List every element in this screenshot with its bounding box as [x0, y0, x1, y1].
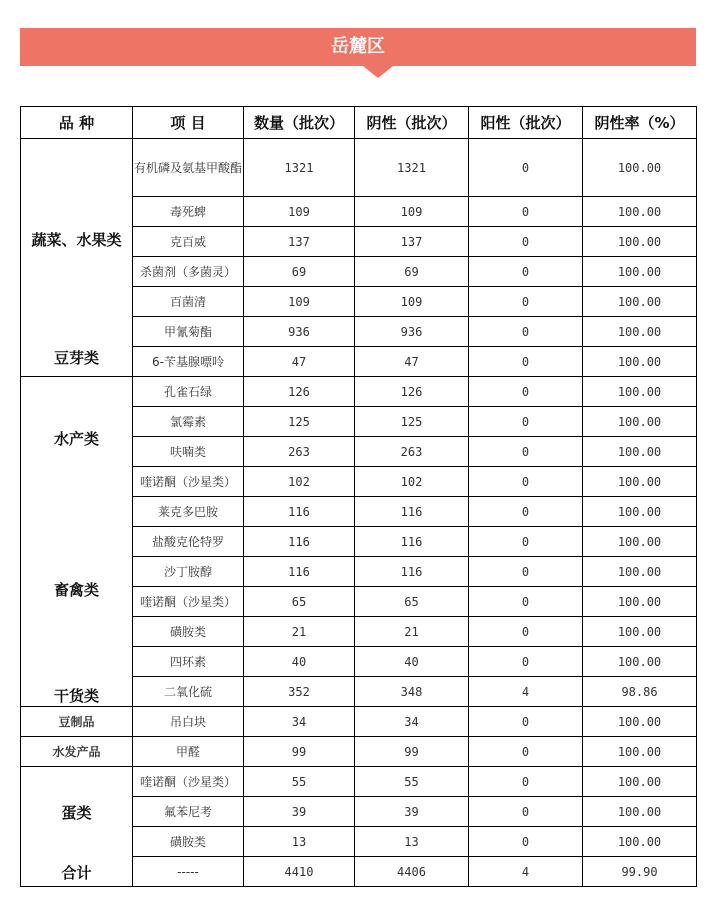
rate-cell: 100.00	[583, 737, 697, 767]
quantity-cell: 137	[244, 227, 355, 257]
positive-cell: 0	[469, 287, 583, 317]
positive-cell: 0	[469, 797, 583, 827]
quantity-cell: 99	[244, 737, 355, 767]
rate-cell: 100.00	[583, 827, 697, 857]
positive-cell: 0	[469, 257, 583, 287]
header-negative-rate: 阴性率（%）	[583, 107, 697, 139]
item-cell: 吊白块	[133, 707, 244, 737]
table-row	[21, 377, 697, 407]
item-cell: 磺胺类	[133, 617, 244, 647]
rate-cell: 100.00	[583, 647, 697, 677]
quantity-cell: 116	[244, 557, 355, 587]
negative-cell: 99	[355, 737, 469, 767]
item-cell: 杀菌剂（多菌灵）	[133, 257, 244, 287]
page-title: 岳麓区	[331, 36, 385, 57]
item-cell: 喹诺酮（沙星类）	[133, 767, 244, 797]
table-row	[21, 737, 697, 767]
quantity-cell: 4410	[244, 857, 355, 887]
positive-cell: 0	[469, 317, 583, 347]
quantity-cell: 55	[244, 767, 355, 797]
category-dried: 干货类	[53, 687, 99, 705]
table-row	[21, 139, 697, 197]
positive-cell: 0	[469, 377, 583, 407]
item-cell: 氟苯尼考	[133, 797, 244, 827]
category-soaked: 水发产品	[21, 737, 133, 767]
header-banner	[20, 28, 696, 66]
negative-cell: 936	[355, 317, 469, 347]
category-eggs: 蛋类	[61, 804, 92, 822]
rate-cell: 98.86	[583, 677, 697, 707]
positive-cell: 0	[469, 767, 583, 797]
negative-cell: 4406	[355, 857, 469, 887]
quantity-cell: 65	[244, 587, 355, 617]
positive-cell: 0	[469, 139, 583, 197]
negative-cell: 55	[355, 767, 469, 797]
item-cell: 喹诺酮（沙星类）	[133, 467, 244, 497]
negative-cell: 109	[355, 287, 469, 317]
quantity-cell: 40	[244, 647, 355, 677]
positive-cell: 0	[469, 197, 583, 227]
rate-cell: 100.00	[583, 317, 697, 347]
quantity-cell: 69	[244, 257, 355, 287]
rate-cell: 100.00	[583, 467, 697, 497]
item-cell: 百菌清	[133, 287, 244, 317]
rate-cell: 100.00	[583, 797, 697, 827]
negative-cell: 13	[355, 827, 469, 857]
table-row	[21, 767, 697, 797]
quantity-cell: 39	[244, 797, 355, 827]
positive-cell: 0	[469, 827, 583, 857]
positive-cell: 0	[469, 527, 583, 557]
item-cell: 沙丁胺醇	[133, 557, 244, 587]
category-tofu: 豆制品	[21, 707, 133, 737]
negative-cell: 125	[355, 407, 469, 437]
positive-cell: 0	[469, 737, 583, 767]
category-total: 合计	[61, 864, 92, 882]
rate-cell: 100.00	[583, 617, 697, 647]
negative-cell: 102	[355, 467, 469, 497]
rate-cell: 100.00	[583, 557, 697, 587]
inspection-table	[20, 106, 697, 887]
table-row	[21, 707, 697, 737]
rate-cell: 99.90	[583, 857, 697, 887]
quantity-cell: 47	[244, 347, 355, 377]
positive-cell: 4	[469, 677, 583, 707]
positive-cell: 0	[469, 347, 583, 377]
quantity-cell: 126	[244, 377, 355, 407]
quantity-cell: 936	[244, 317, 355, 347]
quantity-cell: 263	[244, 437, 355, 467]
positive-cell: 0	[469, 227, 583, 257]
item-cell: 呋喃类	[133, 437, 244, 467]
negative-cell: 109	[355, 197, 469, 227]
quantity-cell: 1321	[244, 139, 355, 197]
header-negative: 阴性（批次）	[355, 107, 469, 139]
item-cell: 氯霉素	[133, 407, 244, 437]
category-cell-group3	[21, 767, 133, 887]
rate-cell: 100.00	[583, 227, 697, 257]
rate-cell: 100.00	[583, 707, 697, 737]
positive-cell: 4	[469, 857, 583, 887]
table-header-row	[21, 107, 697, 139]
positive-cell: 0	[469, 617, 583, 647]
quantity-cell: 13	[244, 827, 355, 857]
item-cell: -----	[133, 857, 244, 887]
header-category: 品 种	[21, 107, 133, 139]
category-cell-group2	[21, 377, 133, 707]
rate-cell: 100.00	[583, 257, 697, 287]
positive-cell: 0	[469, 497, 583, 527]
category-aquatic: 水产类	[53, 430, 99, 448]
rate-cell: 100.00	[583, 347, 697, 377]
item-cell: 毒死蜱	[133, 197, 244, 227]
rate-cell: 100.00	[583, 197, 697, 227]
category-cell-group1	[21, 139, 133, 377]
negative-cell: 65	[355, 587, 469, 617]
banner-pointer	[363, 66, 393, 78]
negative-cell: 1321	[355, 139, 469, 197]
item-cell: 克百威	[133, 227, 244, 257]
negative-cell: 21	[355, 617, 469, 647]
positive-cell: 0	[469, 707, 583, 737]
positive-cell: 0	[469, 587, 583, 617]
rate-cell: 100.00	[583, 587, 697, 617]
item-cell: 有机磷及氨基甲酸酯	[133, 139, 244, 197]
header-positive: 阳性（批次）	[469, 107, 583, 139]
header-quantity: 数量（批次）	[244, 107, 355, 139]
item-cell: 甲氰菊酯	[133, 317, 244, 347]
item-cell: 二氧化硫	[133, 677, 244, 707]
quantity-cell: 352	[244, 677, 355, 707]
rate-cell: 100.00	[583, 287, 697, 317]
item-cell: 甲醛	[133, 737, 244, 767]
rate-cell: 100.00	[583, 527, 697, 557]
negative-cell: 40	[355, 647, 469, 677]
rate-cell: 100.00	[583, 437, 697, 467]
negative-cell: 69	[355, 257, 469, 287]
quantity-cell: 116	[244, 497, 355, 527]
item-cell: 磺胺类	[133, 827, 244, 857]
negative-cell: 39	[355, 797, 469, 827]
item-cell: 喹诺酮（沙星类）	[133, 587, 244, 617]
item-cell: 四环素	[133, 647, 244, 677]
negative-cell: 116	[355, 557, 469, 587]
negative-cell: 348	[355, 677, 469, 707]
item-cell: 莱克多巴胺	[133, 497, 244, 527]
category-vegetables: 蔬菜、水果类	[31, 231, 122, 249]
quantity-cell: 116	[244, 527, 355, 557]
positive-cell: 0	[469, 467, 583, 497]
negative-cell: 34	[355, 707, 469, 737]
rate-cell: 100.00	[583, 407, 697, 437]
item-cell: 6-苄基腺嘌呤	[133, 347, 244, 377]
negative-cell: 47	[355, 347, 469, 377]
rate-cell: 100.00	[583, 767, 697, 797]
quantity-cell: 102	[244, 467, 355, 497]
rate-cell: 100.00	[583, 139, 697, 197]
rate-cell: 100.00	[583, 377, 697, 407]
rate-cell: 100.00	[583, 497, 697, 527]
negative-cell: 116	[355, 527, 469, 557]
quantity-cell: 34	[244, 707, 355, 737]
category-sprouts: 豆芽类	[53, 349, 99, 367]
quantity-cell: 125	[244, 407, 355, 437]
quantity-cell: 21	[244, 617, 355, 647]
quantity-cell: 109	[244, 287, 355, 317]
positive-cell: 0	[469, 557, 583, 587]
item-cell: 盐酸克伦特罗	[133, 527, 244, 557]
negative-cell: 116	[355, 497, 469, 527]
negative-cell: 137	[355, 227, 469, 257]
item-cell: 孔雀石绿	[133, 377, 244, 407]
category-livestock: 畜禽类	[53, 581, 99, 599]
header-item: 项 目	[133, 107, 244, 139]
positive-cell: 0	[469, 437, 583, 467]
positive-cell: 0	[469, 647, 583, 677]
negative-cell: 126	[355, 377, 469, 407]
quantity-cell: 109	[244, 197, 355, 227]
positive-cell: 0	[469, 407, 583, 437]
negative-cell: 263	[355, 437, 469, 467]
